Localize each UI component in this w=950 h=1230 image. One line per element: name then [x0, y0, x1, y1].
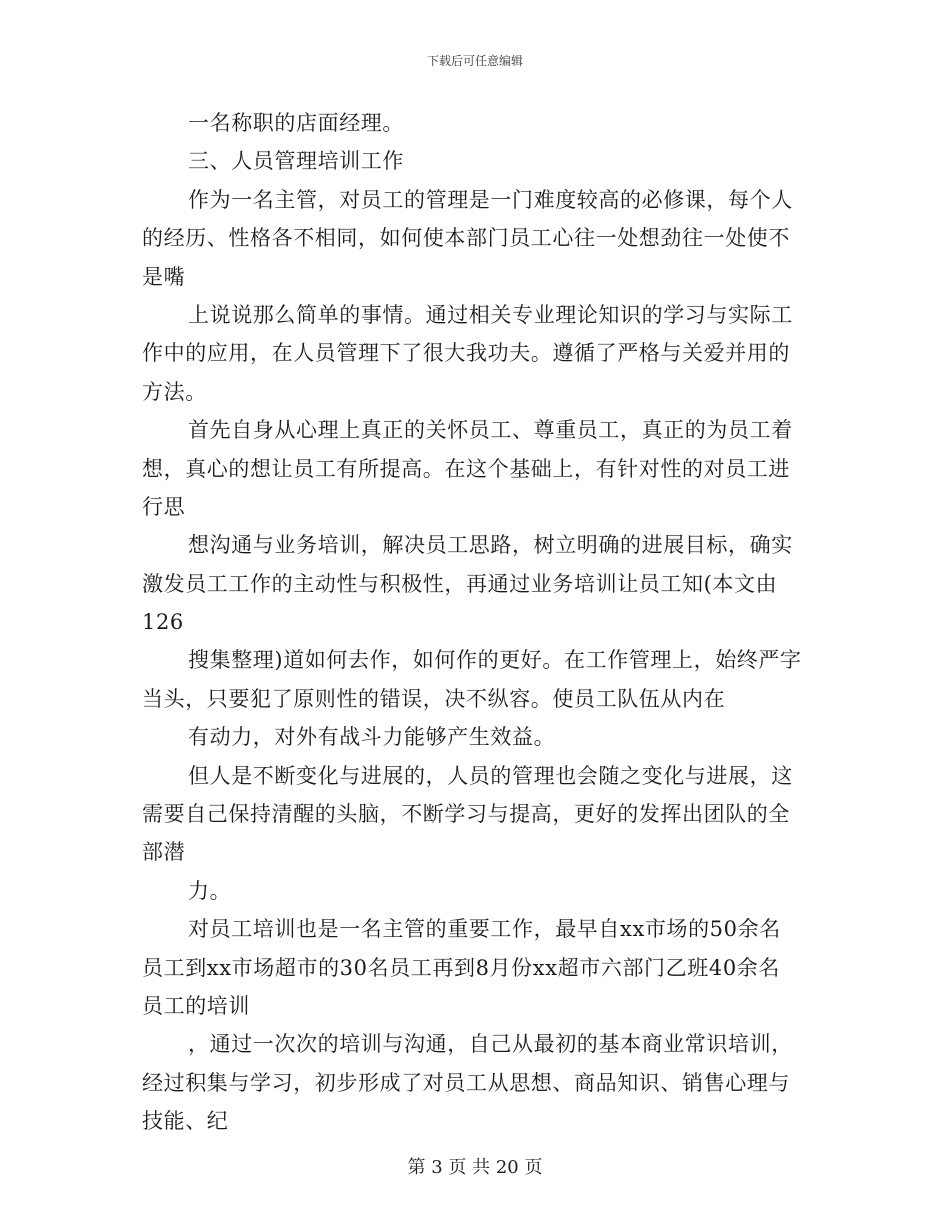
text-line: 三、人员管理培训工作 [188, 149, 404, 174]
text-line: ，通过一次次的培训与沟通，自己从最初的基本商业常识培训， [188, 1032, 793, 1057]
text-line: 想沟通与业务培训，解决员工思路，树立明确的进展目标，确实 [188, 533, 793, 558]
text-line: 搜集整理)道如何去作，如何作的更好。在工作管理上，始终严字 [188, 648, 802, 673]
text-line: 经过积集与学习，初步形成了对员工从思想、商品知识、销售心理与 [142, 1070, 790, 1095]
text-line: 方法。 [142, 379, 207, 404]
text-line: 首先自身从心理上真正的关怀员工、尊重员工，真正的为员工着 [188, 418, 793, 443]
text-line: 有动力，对外有战斗力能够产生效益。 [188, 725, 556, 750]
text-line: 上说说那么简单的事情。通过相关专业理论知识的学习与实际工 [188, 302, 793, 327]
page-footer: 第 3 页 共 20 页 [407, 1157, 543, 1178]
text-line: 想，真心的想让员工有所提高。在这个基础上，有针对性的对员工进 [142, 456, 790, 481]
text-line: 当头，只要犯了原则性的错误，决不纵容。使员工队伍从内在 [142, 686, 726, 711]
document-body [142, 104, 810, 1141]
text-line: 作为一名主管，对员工的管理是一门难度较高的必修课，每个人 [188, 187, 793, 212]
text-line: 力。 [188, 878, 232, 903]
text-line: 126 [142, 610, 184, 635]
text-line: 技能、纪 [142, 1109, 229, 1134]
text-line: 是嘴 [142, 264, 186, 289]
text-line: 需要自己保持清醒的头脑，不断学习与提高，更好的发挥出团队的全 [142, 802, 790, 827]
text-line: 行思 [142, 494, 186, 519]
text-line: 部潜 [142, 840, 186, 865]
page-header: 下载后可任意编辑 [426, 54, 523, 68]
text-line: 一名称职的店面经理。 [188, 111, 404, 135]
text-line: 作中的应用，在人员管理下了很大我功夫。遵循了严格与关爱并用的 [142, 341, 790, 366]
text-line: 但人是不断变化与进展的，人员的管理也会随之变化与进展，这 [188, 763, 793, 788]
text-line: 员工的培训 [142, 993, 250, 1018]
text-line: 的经历、性格各不相同，如何使本部门员工心往一处想劲往一处使不 [142, 226, 790, 251]
text-line: 激发员工工作的主动性与积极性，再通过业务培训让员工知(本文由 [142, 571, 778, 596]
text-line: 员工到xx市场超市的30名员工再到8月份xx超市六部门乙班40余名 [142, 955, 780, 980]
text-line: 对员工培训也是一名主管的重要工作，最早自xx市场的50余名 [188, 917, 781, 942]
